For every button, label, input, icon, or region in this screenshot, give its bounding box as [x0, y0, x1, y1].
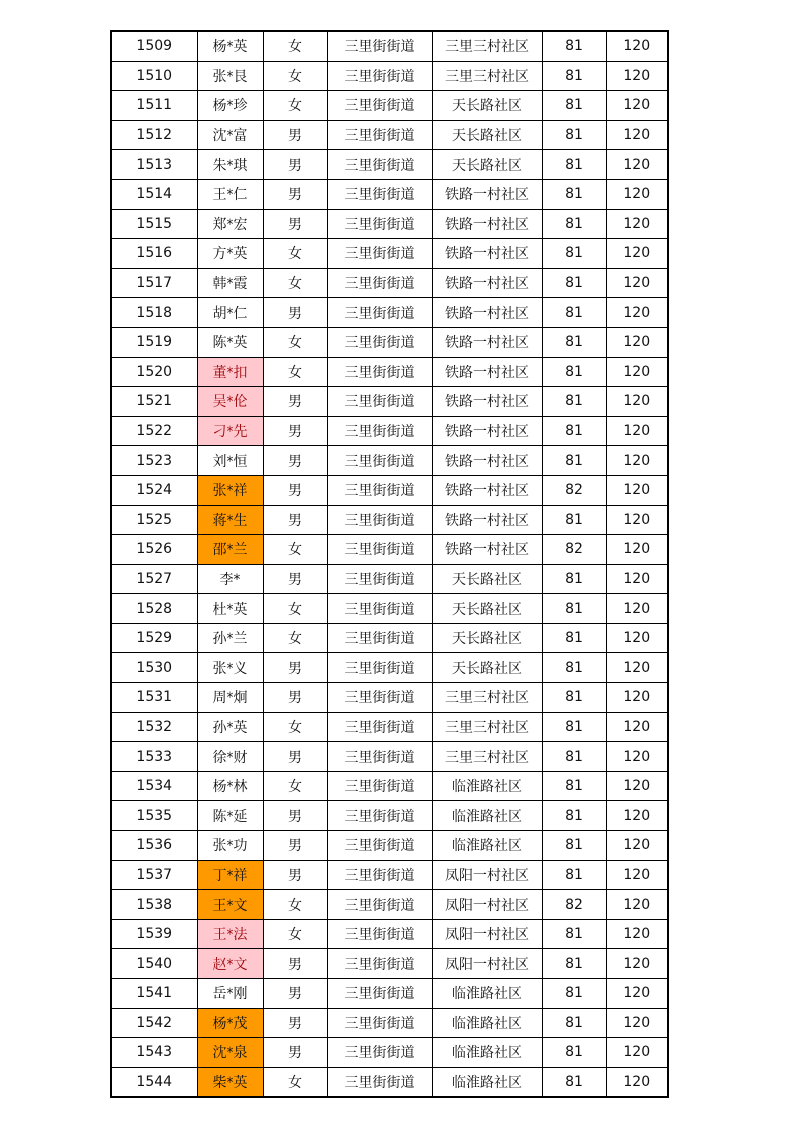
table-row: [111, 1067, 668, 1097]
gender-cell: 男: [263, 949, 327, 979]
age-cell: 81: [542, 416, 606, 446]
street-cell: 三里街街道: [327, 535, 432, 565]
street-cell: 三里街街道: [327, 594, 432, 624]
community-cell: 铁路一村社区: [432, 446, 542, 476]
gender-cell: 男: [263, 979, 327, 1009]
amount-cell: 120: [606, 564, 668, 594]
street-cell: 三里街街道: [327, 150, 432, 180]
street-cell: 三里街街道: [327, 564, 432, 594]
id-cell: 1516: [111, 239, 197, 269]
community-cell: 铁路一村社区: [432, 416, 542, 446]
gender-cell: 女: [263, 31, 327, 61]
street-cell: 三里街街道: [327, 327, 432, 357]
table-row: [111, 31, 668, 61]
gender-cell: 男: [263, 416, 327, 446]
gender-cell: 男: [263, 1038, 327, 1068]
age-cell: 81: [542, 860, 606, 890]
id-cell: 1535: [111, 801, 197, 831]
street-cell: 三里街街道: [327, 771, 432, 801]
name-cell: 沈*富: [197, 120, 263, 150]
table-row: [111, 209, 668, 239]
id-cell: 1531: [111, 683, 197, 713]
amount-cell: 120: [606, 61, 668, 91]
age-cell: 81: [542, 387, 606, 417]
amount-cell: 120: [606, 327, 668, 357]
community-cell: 三里三村社区: [432, 31, 542, 61]
gender-cell: 男: [263, 505, 327, 535]
name-cell: 张*功: [197, 831, 263, 861]
age-cell: 81: [542, 771, 606, 801]
amount-cell: 120: [606, 860, 668, 890]
gender-cell: 女: [263, 771, 327, 801]
table-row: [111, 564, 668, 594]
table-body: [111, 31, 668, 1097]
table-row: [111, 712, 668, 742]
amount-cell: 120: [606, 357, 668, 387]
id-cell: 1544: [111, 1067, 197, 1097]
amount-cell: 120: [606, 683, 668, 713]
amount-cell: 120: [606, 209, 668, 239]
name-cell: 张*艮: [197, 61, 263, 91]
name-cell: 陈*延: [197, 801, 263, 831]
community-cell: 铁路一村社区: [432, 209, 542, 239]
gender-cell: 女: [263, 327, 327, 357]
community-cell: 临淮路社区: [432, 1067, 542, 1097]
table-row: [111, 475, 668, 505]
table-row: [111, 416, 668, 446]
table-row: [111, 890, 668, 920]
community-cell: 天长路社区: [432, 120, 542, 150]
name-cell: 王*文: [197, 890, 263, 920]
gender-cell: 男: [263, 1008, 327, 1038]
street-cell: 三里街街道: [327, 268, 432, 298]
name-cell: 张*祥: [197, 475, 263, 505]
gender-cell: 女: [263, 594, 327, 624]
name-cell: 方*英: [197, 239, 263, 269]
age-cell: 81: [542, 594, 606, 624]
amount-cell: 120: [606, 446, 668, 476]
table-row: [111, 801, 668, 831]
street-cell: 三里街街道: [327, 357, 432, 387]
street-cell: 三里街街道: [327, 1067, 432, 1097]
name-cell: 杨*英: [197, 31, 263, 61]
age-cell: 81: [542, 801, 606, 831]
age-cell: 82: [542, 890, 606, 920]
name-cell: 朱*琪: [197, 150, 263, 180]
id-cell: 1517: [111, 268, 197, 298]
community-cell: 三里三村社区: [432, 742, 542, 772]
community-cell: 铁路一村社区: [432, 327, 542, 357]
table-row: [111, 179, 668, 209]
street-cell: 三里街街道: [327, 61, 432, 91]
community-cell: 天长路社区: [432, 150, 542, 180]
gender-cell: 男: [263, 387, 327, 417]
amount-cell: 120: [606, 505, 668, 535]
id-cell: 1538: [111, 890, 197, 920]
id-cell: 1536: [111, 831, 197, 861]
age-cell: 81: [542, 742, 606, 772]
id-cell: 1512: [111, 120, 197, 150]
age-cell: 81: [542, 623, 606, 653]
id-cell: 1528: [111, 594, 197, 624]
amount-cell: 120: [606, 890, 668, 920]
community-cell: 临淮路社区: [432, 771, 542, 801]
id-cell: 1518: [111, 298, 197, 328]
age-cell: 81: [542, 683, 606, 713]
id-cell: 1537: [111, 860, 197, 890]
amount-cell: 120: [606, 801, 668, 831]
amount-cell: 120: [606, 120, 668, 150]
community-cell: 凤阳一村社区: [432, 949, 542, 979]
table-row: [111, 61, 668, 91]
gender-cell: 女: [263, 712, 327, 742]
table-row: [111, 623, 668, 653]
community-cell: 天长路社区: [432, 564, 542, 594]
age-cell: 81: [542, 327, 606, 357]
id-cell: 1513: [111, 150, 197, 180]
gender-cell: 女: [263, 919, 327, 949]
amount-cell: 120: [606, 623, 668, 653]
gender-cell: 男: [263, 120, 327, 150]
table-row: [111, 298, 668, 328]
street-cell: 三里街街道: [327, 1008, 432, 1038]
community-cell: 临淮路社区: [432, 801, 542, 831]
street-cell: 三里街街道: [327, 298, 432, 328]
name-cell: 杨*茂: [197, 1008, 263, 1038]
street-cell: 三里街街道: [327, 416, 432, 446]
name-cell: 周*炯: [197, 683, 263, 713]
table-row: [111, 505, 668, 535]
gender-cell: 女: [263, 239, 327, 269]
community-cell: 铁路一村社区: [432, 535, 542, 565]
name-cell: 陈*英: [197, 327, 263, 357]
gender-cell: 女: [263, 91, 327, 121]
name-cell: 柴*英: [197, 1067, 263, 1097]
gender-cell: 男: [263, 683, 327, 713]
gender-cell: 男: [263, 446, 327, 476]
street-cell: 三里街街道: [327, 120, 432, 150]
name-cell: 董*扣: [197, 357, 263, 387]
name-cell: 吴*伦: [197, 387, 263, 417]
street-cell: 三里街街道: [327, 801, 432, 831]
age-cell: 81: [542, 653, 606, 683]
id-cell: 1520: [111, 357, 197, 387]
age-cell: 81: [542, 831, 606, 861]
gender-cell: 女: [263, 535, 327, 565]
gender-cell: 男: [263, 801, 327, 831]
street-cell: 三里街街道: [327, 979, 432, 1009]
age-cell: 81: [542, 712, 606, 742]
id-cell: 1534: [111, 771, 197, 801]
id-cell: 1522: [111, 416, 197, 446]
age-cell: 81: [542, 949, 606, 979]
community-cell: 三里三村社区: [432, 712, 542, 742]
age-cell: 81: [542, 91, 606, 121]
street-cell: 三里街街道: [327, 831, 432, 861]
id-cell: 1525: [111, 505, 197, 535]
street-cell: 三里街街道: [327, 742, 432, 772]
gender-cell: 女: [263, 890, 327, 920]
age-cell: 81: [542, 31, 606, 61]
amount-cell: 120: [606, 1008, 668, 1038]
community-cell: 天长路社区: [432, 623, 542, 653]
street-cell: 三里街街道: [327, 31, 432, 61]
amount-cell: 120: [606, 771, 668, 801]
street-cell: 三里街街道: [327, 209, 432, 239]
table-row: [111, 919, 668, 949]
amount-cell: 120: [606, 416, 668, 446]
gender-cell: 男: [263, 831, 327, 861]
name-cell: 孙*兰: [197, 623, 263, 653]
street-cell: 三里街街道: [327, 446, 432, 476]
id-cell: 1521: [111, 387, 197, 417]
amount-cell: 120: [606, 653, 668, 683]
street-cell: 三里街街道: [327, 653, 432, 683]
table-row: [111, 949, 668, 979]
street-cell: 三里街街道: [327, 860, 432, 890]
name-cell: 李*: [197, 564, 263, 594]
id-cell: 1523: [111, 446, 197, 476]
age-cell: 81: [542, 1038, 606, 1068]
table-row: [111, 327, 668, 357]
name-cell: 杨*林: [197, 771, 263, 801]
street-cell: 三里街街道: [327, 387, 432, 417]
gender-cell: 男: [263, 298, 327, 328]
gender-cell: 女: [263, 357, 327, 387]
amount-cell: 120: [606, 831, 668, 861]
id-cell: 1529: [111, 623, 197, 653]
table-row: [111, 831, 668, 861]
amount-cell: 120: [606, 594, 668, 624]
table-row: [111, 1008, 668, 1038]
community-cell: 铁路一村社区: [432, 505, 542, 535]
street-cell: 三里街街道: [327, 179, 432, 209]
age-cell: 81: [542, 268, 606, 298]
table-row: [111, 653, 668, 683]
street-cell: 三里街街道: [327, 505, 432, 535]
age-cell: 81: [542, 979, 606, 1009]
age-cell: 82: [542, 535, 606, 565]
community-cell: 铁路一村社区: [432, 239, 542, 269]
age-cell: 81: [542, 61, 606, 91]
id-cell: 1524: [111, 475, 197, 505]
community-cell: 凤阳一村社区: [432, 890, 542, 920]
name-cell: 杜*英: [197, 594, 263, 624]
gender-cell: 男: [263, 742, 327, 772]
name-cell: 孙*英: [197, 712, 263, 742]
community-cell: 临淮路社区: [432, 1038, 542, 1068]
table-row: [111, 1038, 668, 1068]
id-cell: 1532: [111, 712, 197, 742]
gender-cell: 女: [263, 1067, 327, 1097]
name-cell: 杨*珍: [197, 91, 263, 121]
name-cell: 刘*恒: [197, 446, 263, 476]
amount-cell: 120: [606, 475, 668, 505]
community-cell: 天长路社区: [432, 91, 542, 121]
id-cell: 1530: [111, 653, 197, 683]
name-cell: 王*仁: [197, 179, 263, 209]
amount-cell: 120: [606, 712, 668, 742]
table-row: [111, 120, 668, 150]
table-row: [111, 91, 668, 121]
id-cell: 1511: [111, 91, 197, 121]
name-cell: 丁*祥: [197, 860, 263, 890]
gender-cell: 男: [263, 564, 327, 594]
name-cell: 胡*仁: [197, 298, 263, 328]
table-row: [111, 771, 668, 801]
table-row: [111, 683, 668, 713]
street-cell: 三里街街道: [327, 1038, 432, 1068]
table-row: [111, 594, 668, 624]
id-cell: 1509: [111, 31, 197, 61]
table-row: [111, 860, 668, 890]
age-cell: 81: [542, 179, 606, 209]
amount-cell: 120: [606, 949, 668, 979]
street-cell: 三里街街道: [327, 239, 432, 269]
gender-cell: 男: [263, 475, 327, 505]
gender-cell: 男: [263, 653, 327, 683]
roster-table: [110, 30, 669, 1098]
name-cell: 张*义: [197, 653, 263, 683]
gender-cell: 男: [263, 209, 327, 239]
id-cell: 1539: [111, 919, 197, 949]
table-row: [111, 150, 668, 180]
name-cell: 邵*兰: [197, 535, 263, 565]
street-cell: 三里街街道: [327, 475, 432, 505]
community-cell: 天长路社区: [432, 653, 542, 683]
gender-cell: 男: [263, 150, 327, 180]
table-row: [111, 742, 668, 772]
gender-cell: 女: [263, 623, 327, 653]
age-cell: 81: [542, 1008, 606, 1038]
id-cell: 1514: [111, 179, 197, 209]
community-cell: 铁路一村社区: [432, 387, 542, 417]
community-cell: 临淮路社区: [432, 979, 542, 1009]
community-cell: 铁路一村社区: [432, 357, 542, 387]
amount-cell: 120: [606, 742, 668, 772]
community-cell: 临淮路社区: [432, 1008, 542, 1038]
table-row: [111, 268, 668, 298]
table-row: [111, 446, 668, 476]
community-cell: 铁路一村社区: [432, 179, 542, 209]
age-cell: 81: [542, 239, 606, 269]
gender-cell: 女: [263, 268, 327, 298]
amount-cell: 120: [606, 31, 668, 61]
gender-cell: 女: [263, 61, 327, 91]
street-cell: 三里街街道: [327, 712, 432, 742]
amount-cell: 120: [606, 535, 668, 565]
age-cell: 82: [542, 475, 606, 505]
name-cell: 赵*文: [197, 949, 263, 979]
community-cell: 铁路一村社区: [432, 268, 542, 298]
age-cell: 81: [542, 298, 606, 328]
age-cell: 81: [542, 357, 606, 387]
age-cell: 81: [542, 919, 606, 949]
age-cell: 81: [542, 1067, 606, 1097]
name-cell: 岳*刚: [197, 979, 263, 1009]
id-cell: 1527: [111, 564, 197, 594]
table-row: [111, 239, 668, 269]
community-cell: 铁路一村社区: [432, 475, 542, 505]
community-cell: 凤阳一村社区: [432, 919, 542, 949]
table-row: [111, 357, 668, 387]
amount-cell: 120: [606, 979, 668, 1009]
id-cell: 1543: [111, 1038, 197, 1068]
community-cell: 铁路一村社区: [432, 298, 542, 328]
street-cell: 三里街街道: [327, 91, 432, 121]
age-cell: 81: [542, 150, 606, 180]
amount-cell: 120: [606, 298, 668, 328]
community-cell: 临淮路社区: [432, 831, 542, 861]
id-cell: 1533: [111, 742, 197, 772]
name-cell: 徐*财: [197, 742, 263, 772]
table-row: [111, 387, 668, 417]
amount-cell: 120: [606, 919, 668, 949]
community-cell: 天长路社区: [432, 594, 542, 624]
id-cell: 1526: [111, 535, 197, 565]
age-cell: 81: [542, 564, 606, 594]
community-cell: 三里三村社区: [432, 61, 542, 91]
id-cell: 1510: [111, 61, 197, 91]
id-cell: 1519: [111, 327, 197, 357]
street-cell: 三里街街道: [327, 623, 432, 653]
community-cell: 三里三村社区: [432, 683, 542, 713]
amount-cell: 120: [606, 1067, 668, 1097]
gender-cell: 男: [263, 179, 327, 209]
street-cell: 三里街街道: [327, 949, 432, 979]
id-cell: 1541: [111, 979, 197, 1009]
name-cell: 王*法: [197, 919, 263, 949]
amount-cell: 120: [606, 239, 668, 269]
id-cell: 1515: [111, 209, 197, 239]
name-cell: 郑*宏: [197, 209, 263, 239]
id-cell: 1540: [111, 949, 197, 979]
name-cell: 刁*先: [197, 416, 263, 446]
amount-cell: 120: [606, 387, 668, 417]
age-cell: 81: [542, 120, 606, 150]
table-row: [111, 979, 668, 1009]
amount-cell: 120: [606, 1038, 668, 1068]
street-cell: 三里街街道: [327, 919, 432, 949]
community-cell: 凤阳一村社区: [432, 860, 542, 890]
id-cell: 1542: [111, 1008, 197, 1038]
amount-cell: 120: [606, 91, 668, 121]
gender-cell: 男: [263, 860, 327, 890]
name-cell: 蒋*生: [197, 505, 263, 535]
name-cell: 沈*泉: [197, 1038, 263, 1068]
street-cell: 三里街街道: [327, 683, 432, 713]
name-cell: 韩*霞: [197, 268, 263, 298]
amount-cell: 120: [606, 150, 668, 180]
amount-cell: 120: [606, 179, 668, 209]
age-cell: 81: [542, 209, 606, 239]
age-cell: 81: [542, 505, 606, 535]
street-cell: 三里街街道: [327, 890, 432, 920]
age-cell: 81: [542, 446, 606, 476]
table-row: [111, 535, 668, 565]
amount-cell: 120: [606, 268, 668, 298]
